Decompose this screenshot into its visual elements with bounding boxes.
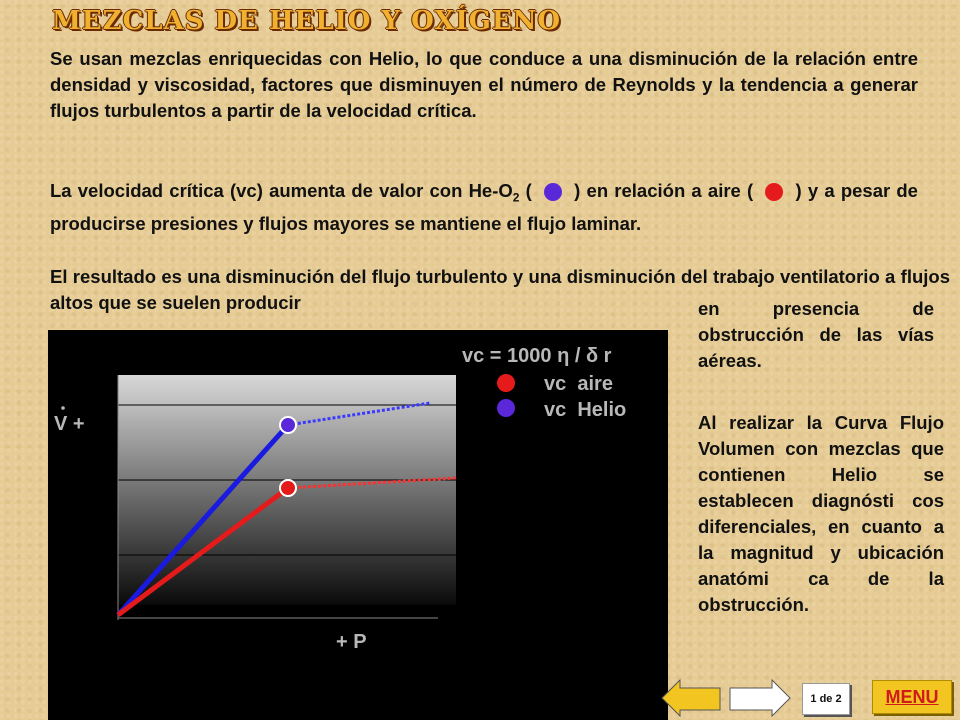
legend-aire-swatch [497, 374, 515, 392]
intro-paragraph: Se usan mezclas enriquecidas con Helio, lo que conduce a una disminución de la relación entre densidad y viscosidad, factores que disminuyen el número de Reynolds y la tendencia a generar flujos turbulentos a partir de la velocidad crítica. [50, 48, 918, 121]
text-segment: ( [519, 180, 538, 201]
critical-velocity-paragraph [50, 178, 918, 237]
legend-aire-label: vc aire [544, 373, 613, 395]
legend-helio-label: vc Helio [544, 399, 627, 421]
page-indicator: 1 de 2 [802, 683, 850, 715]
y-axis-label: V + [54, 413, 85, 435]
helio-critical-point [280, 417, 296, 433]
forward-arrow-button[interactable] [728, 678, 792, 718]
text-segment: ) y a pesar de producirse presiones y flujos mayores se mantiene el flujo laminar. [50, 180, 918, 234]
helio-dot-icon [544, 183, 562, 201]
obstruction-paragraph: en presencia de obstrucción de las vías aéreas. [698, 298, 934, 371]
aire-dot-icon [765, 183, 783, 201]
flow-dot-icon [61, 406, 65, 410]
menu-button[interactable]: MENU [872, 680, 952, 714]
text-segment: ) en relación a aire ( [568, 180, 760, 201]
text-segment: La velocidad crítica (vc) aumenta de valor con He-O [50, 180, 513, 201]
formula-label: vc = 1000 η / δ r [462, 345, 612, 367]
aire-critical-point [280, 480, 296, 496]
back-arrow-button[interactable] [660, 678, 722, 718]
subscript-2: 2 [512, 190, 520, 205]
page-title: MEZCLAS DE HELIO Y OXÍGENO [52, 6, 562, 36]
legend-helio-swatch [497, 399, 515, 417]
diagram-svg [48, 330, 668, 720]
result-paragraph: El resultado es una disminución del flujo turbulento y una disminución del trabajo ventilatorio a flujos altos que se suelen producir [50, 266, 950, 313]
x-axis-label: + P [336, 631, 367, 653]
flow-volume-paragraph: Al realizar la Curva Flujo Volumen con mezclas que contienen Helio se establecen diagnósti cos diferenciales, en cuanto a la magnitud y ubicación anatómi ca de la obstrucción. [698, 412, 944, 615]
critical-velocity-diagram [48, 330, 668, 720]
